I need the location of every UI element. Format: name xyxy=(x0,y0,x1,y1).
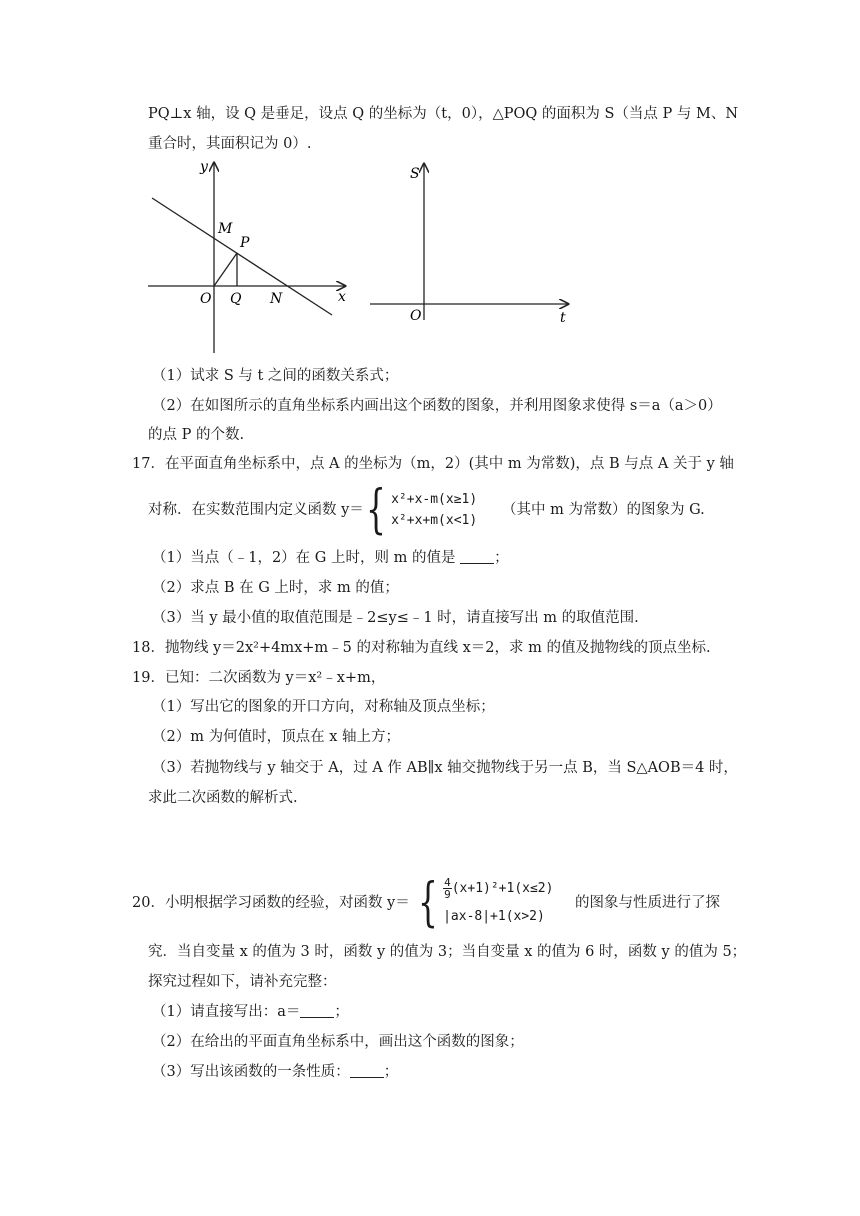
q20-sub3-text: （3）写出该函数的一条性质： xyxy=(152,1064,350,1080)
label-n: N xyxy=(270,291,283,307)
label-o: O xyxy=(200,291,212,307)
q17-case1: x²+x-m(x≥1) xyxy=(391,492,478,507)
figure-1-coordinate-diagram xyxy=(140,155,360,360)
q17-piecewise-function xyxy=(366,480,477,540)
q20-sub1-text: （1）请直接写出：a＝ xyxy=(152,1004,301,1020)
line-mn xyxy=(152,198,332,315)
q17-sub1-text: （1）当点（﹣1，2）在 G 上时，则 m 的值是 xyxy=(152,550,456,566)
figure-2-st-axes xyxy=(368,160,583,325)
q20-piecewise-function xyxy=(418,866,553,940)
label-m: M xyxy=(218,221,233,237)
q20-line1-suffix: 的图象与性质进行了探 xyxy=(575,895,720,911)
q19-sub3: （3）若抛物线与 y 轴交于 A，过 A 作 AB∥x 轴交抛物线于另一点 B，当 S△AOB＝4 时， xyxy=(152,760,738,776)
q20-sub1 xyxy=(152,1002,349,1022)
q17-line2-prefix: 对称．在实数范围内定义函数 y＝ xyxy=(148,502,364,518)
q20-sub3 xyxy=(152,1062,398,1082)
q20-case2: |ax-8|+1(x>2) xyxy=(443,909,545,924)
q19-sub3-line2: 求此二次函数的解析式. xyxy=(148,790,298,806)
q19-sub2: （2）m 为何值时，顶点在 x 轴上方； xyxy=(152,729,400,745)
q17-line2-suffix: （其中 m 为常数）的图象为 G. xyxy=(502,502,705,518)
q20-answer-blank-a xyxy=(300,1003,334,1018)
q20-sub2: （2）在给出的平面直角坐标系中，画出这个函数的图象； xyxy=(152,1034,524,1050)
q16-intro-line2: 重合时，其面积记为 0）. xyxy=(148,136,312,152)
q16-intro-line1: PQ⊥x 轴，设 Q 是垂足，设点 Q 的坐标为（t，0），△POQ 的面积为 S（当点 P 与 M、N xyxy=(148,106,739,122)
q18-line: 18．抛物线 y＝2x²+4mx+m﹣5 的对称轴为直线 x＝2，求 m 的值及抛物线的顶点坐标. xyxy=(132,640,711,656)
q17-sub2: （2）求点 B 在 G 上时，求 m 的值； xyxy=(152,580,399,596)
q17-sub3: （3）当 y 最小值的取值范围是﹣2≤y≤﹣1 时，请直接写出 m 的取值范围. xyxy=(152,610,639,626)
q20-case1 xyxy=(443,875,553,903)
q17-line1: 17．在平面直角坐标系中，点 A 的坐标为（m，2）(其中 m 为常数)，点 B 与点 A 关于 y 轴 xyxy=(132,456,734,472)
q17-case2: x²+x+m(x<1) xyxy=(391,513,478,528)
q20-answer-blank-property xyxy=(350,1063,384,1078)
q19-line: 19．已知：二次函数为 y＝x²﹣x+m， xyxy=(132,670,386,686)
q17-sub1 xyxy=(152,548,509,568)
q16-sub2-line1: （2）在如图所示的直角坐标系内画出这个函数的图象，并利用图象求使得 s＝a（a＞0） xyxy=(152,398,722,414)
brace-symbol: { xyxy=(366,480,386,540)
q17-sub1-end: ； xyxy=(494,550,509,566)
q20-fraction: $\frac{4}{9}$ xyxy=(444,876,451,901)
q20-sub1-end: ； xyxy=(334,1004,349,1020)
label-t: t xyxy=(560,310,566,325)
q17-answer-blank xyxy=(460,549,494,564)
q20-line2: 究．当自变量 x 的值为 3 时，函数 y 的值为 3；当自变量 x 的值为 6 时，函数 y 的值为 5； xyxy=(148,944,747,960)
q20-case1-rest: (x+1)²+1(x≤2) xyxy=(451,881,554,896)
q16-sub1: （1）试求 S 与 t 之间的函数关系式； xyxy=(152,368,399,384)
q20-line1-prefix: 20．小明根据学习函数的经验，对函数 y＝ xyxy=(132,895,410,911)
label-q: Q xyxy=(230,291,242,307)
q19-sub1: （1）写出它的图象的开口方向，对称轴及顶点坐标； xyxy=(152,699,495,715)
q20-sub3-end: ； xyxy=(383,1064,399,1080)
label-s: S xyxy=(410,166,420,182)
segment-op xyxy=(214,253,237,286)
label-x: x xyxy=(338,289,346,305)
q16-sub2-line2: 的点 P 的个数. xyxy=(148,427,245,443)
label-o2: O xyxy=(410,308,422,324)
label-y: y xyxy=(200,159,208,175)
label-p: P xyxy=(240,235,250,251)
q20-line3: 探究过程如下，请补充完整： xyxy=(148,974,337,990)
brace-symbol: { xyxy=(418,873,438,933)
